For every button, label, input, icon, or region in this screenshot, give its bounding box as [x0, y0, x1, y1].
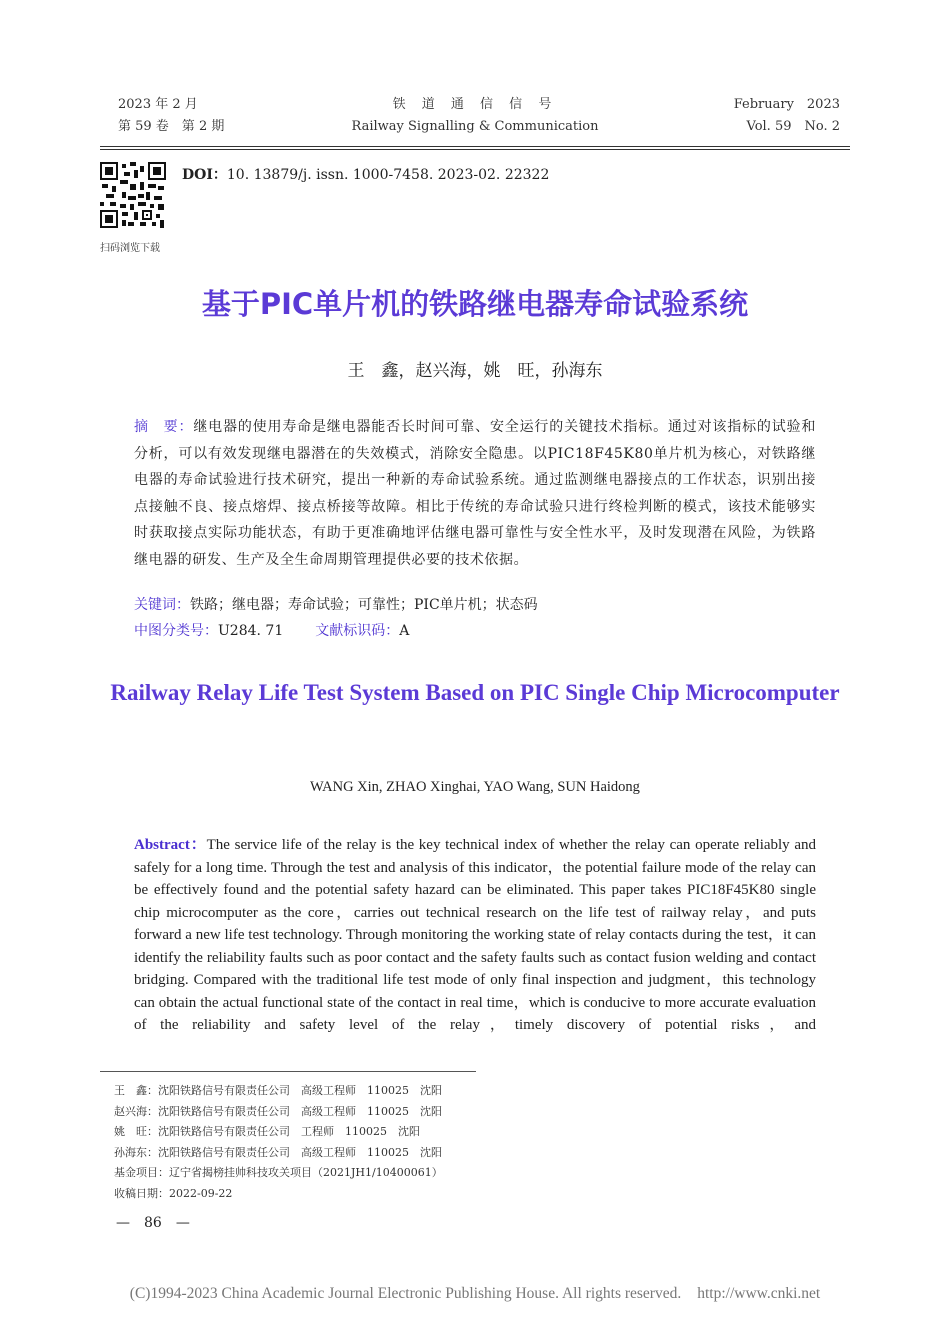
issue-volume-en: Vol. 59 No. 2	[746, 119, 840, 134]
doi-label: DOI：	[182, 167, 227, 183]
cnki-link[interactable]: http://www.cnki.net	[697, 1285, 821, 1302]
journal-name-cn: 铁 道 通 信 信 号	[392, 97, 558, 112]
keywords-cn	[134, 594, 538, 614]
title-cn: 基于PIC单片机的铁路继电器寿命试验系统	[201, 287, 749, 321]
doi-line	[182, 164, 549, 184]
footnote-rule	[100, 1071, 476, 1072]
journal-name-en: Railway Signalling & Communication	[351, 119, 599, 134]
abstract-en	[134, 834, 816, 1037]
abstract-en-label: Abstract：	[134, 837, 207, 853]
authors-en: WANG Xin, ZHAO Xinghai, YAO Wang, SUN Haidong	[310, 779, 640, 795]
clc-label: 中图分类号：	[134, 623, 218, 639]
footnote-author-2: 赵兴海：沈阳铁路信号有限责任公司 高级工程师 110025 沈阳	[114, 1104, 442, 1118]
qr-caption: 扫码浏览下载	[100, 243, 160, 254]
header-center	[300, 94, 650, 138]
copyright-text: (C)1994-2023 China Academic Journal Electronic Publishing House. All rights reserved.	[129, 1285, 682, 1302]
footnotes	[114, 1081, 443, 1205]
footnote-author-1: 王 鑫：沈阳铁路信号有限责任公司 高级工程师 110025 沈阳	[114, 1084, 442, 1097]
footnote-funding: 基金项目：辽宁省揭榜挂帅科技攻关项目（2021JH1/10400061）	[114, 1166, 443, 1180]
abstract-en-text: The service life of the relay is the key technical index of whether the relay can operate reliably and safely for a long time. Through the test and analysis of this indicator，the potential failure mode of the relay can be effectively found and the potential safety hazard can be eliminated. This paper takes PIC18F45K80 single chip microcomputer as the core，carries out technical research on the life test of railway relay，and puts forward a new life test technology. Through monitoring the working state of relay contacts during the test，it can identify the reliability faults such as poor contact and the safety faults such as contact fusion welding and contact bridging. Compared with the traditional life test mode of only final inspection and judgment，this technology can obtain the actual functional state of the contact in real time，which is conducive to more accurate evaluation of the reliability and safety level of the relay，timely discovery of potential risks，and	[134, 837, 816, 1033]
title-en: Railway Relay Life Test System Based on PIC Single Chip Microcomputer	[110, 680, 840, 705]
copyright-line	[100, 1285, 850, 1303]
doi-value[interactable]: 10. 13879/j. issn. 1000-7458. 2023-02. 22322	[226, 167, 550, 183]
doc-code-value: A	[399, 623, 410, 639]
header-left	[118, 94, 224, 138]
abstract-cn-text: 继电器的使用寿命是继电器能否长时间可靠、安全运行的关键技术指标。通过对该指标的试验和分析，可以有效发现继电器潜在的失效模式，消除安全隐患。以PIC18F45K80单片机为核心，对铁路继电器的寿命试验进行技术研究，提出一种新的寿命试验系统。通过监测继电器接点的工作状态，识别出接点接触不良、接点熔焊、接点桥接等故障。相比于传统的寿命试验只进行终检判断的模式，该技术能够实时获取接点实际功能状态，有助于更准确地评估继电器可靠性与安全性水平，及时发现潜在风险，为铁路继电器的研发、生产及全生命周期管理提供必要的技术依据。	[134, 419, 816, 568]
abstract-cn-label: 摘 要：	[134, 419, 194, 435]
issue-date-en: February 2023	[733, 97, 840, 112]
keywords-text: 铁路；继电器；寿命试验；可靠性；PIC单片机；状态码	[190, 597, 538, 613]
keywords-label: 关键词：	[134, 597, 190, 613]
header-rule-top	[100, 146, 850, 147]
header-right	[734, 94, 840, 138]
clc-value: U284. 71	[218, 623, 284, 639]
issue-date-cn: 2023 年 2 月	[118, 97, 198, 112]
qr-code-icon[interactable]	[100, 162, 166, 228]
footnote-author-4: 孙海东：沈阳铁路信号有限责任公司 高级工程师 110025 沈阳	[114, 1145, 442, 1159]
authors-cn: 王 鑫，赵兴海，姚 旺，孙海东	[347, 361, 603, 381]
header-rule-bottom	[100, 149, 850, 150]
footnote-received-date: 收稿日期：2022-09-22	[114, 1186, 233, 1200]
classification-line	[134, 620, 409, 640]
footnote-author-3: 姚 旺：沈阳铁路信号有限责任公司 工程师 110025 沈阳	[114, 1125, 420, 1139]
issue-volume-cn: 第 59 卷 第 2 期	[118, 119, 225, 134]
abstract-cn	[134, 414, 816, 573]
page-number: — 86 —	[116, 1215, 190, 1231]
doc-code-label: 文献标识码：	[315, 623, 400, 639]
